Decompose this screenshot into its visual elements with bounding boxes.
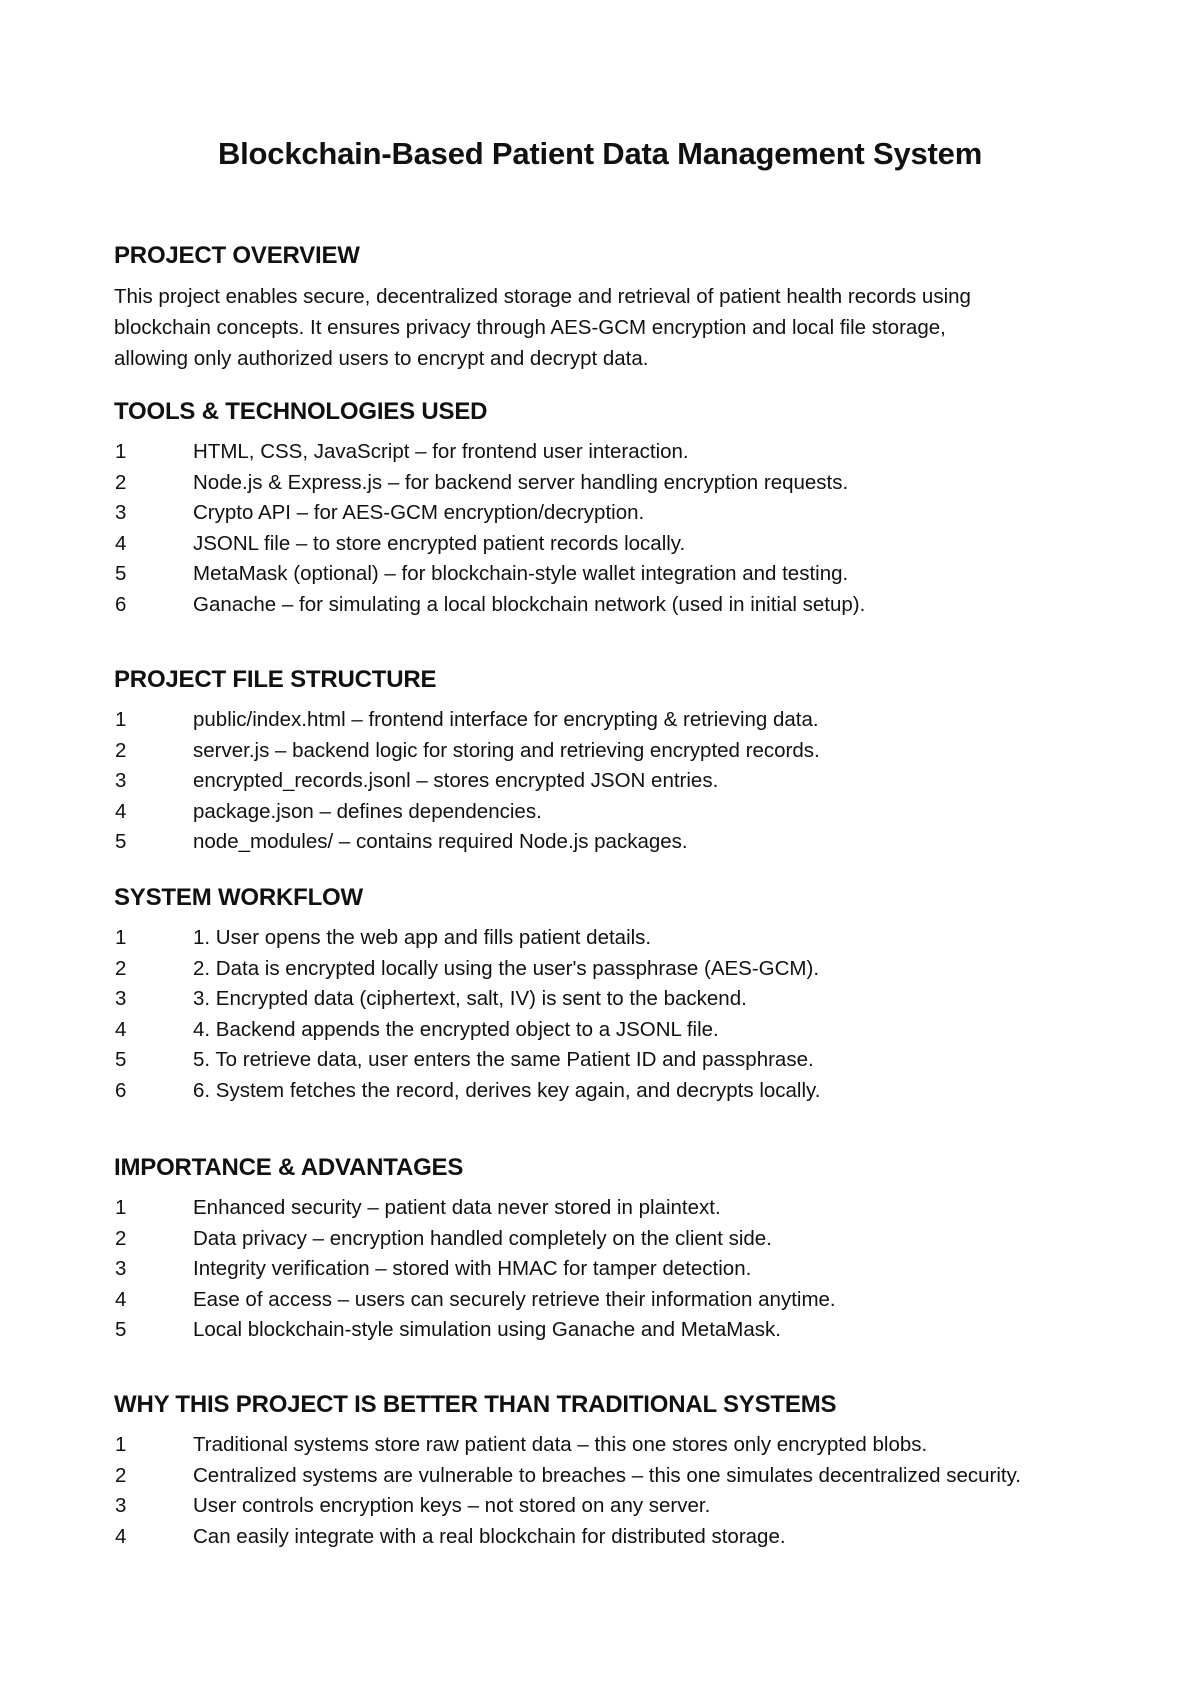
item-text: 1. User opens the web app and fills patient details. [193,926,652,949]
section-project-file-structure [114,665,1114,858]
section-heading: WHY THIS PROJECT IS BETTER THAN TRADITIONAL SYSTEMS [114,1391,837,1418]
item-number: 3 [115,501,127,524]
item-text: Node.js & Express.js – for backend server handling encryption requests. [193,470,849,494]
comparison-list [114,1430,1114,1552]
item-text: Crypto API – for AES-GCM encryption/decryption. [193,501,645,524]
list-item [114,437,1114,468]
section-why-better [114,1390,1114,1552]
item-number: 2 [115,470,127,494]
list-item [114,766,1114,797]
item-number: 1 [115,440,127,463]
list-item [114,923,1114,954]
item-number: 5 [115,1318,127,1341]
section-heading: PROJECT OVERVIEW [114,242,360,269]
workflow-list [114,923,1114,1106]
list-item [114,468,1114,499]
item-text: 3. Encrypted data (ciphertext, salt, IV) is sent to the backend. [193,987,747,1010]
list-item [114,1254,1114,1285]
item-text: Can easily integrate with a real blockchain for distributed storage. [193,1524,786,1548]
list-item [114,590,1114,621]
list-item [114,1430,1114,1461]
paragraph-line: This project enables secure, decentralized storage and retrieval of patient health records using [114,285,971,308]
item-text: 4. Backend appends the encrypted object to a JSONL file. [193,1017,719,1041]
overview-paragraph [114,281,1114,374]
section-system-workflow [114,883,1114,1106]
item-text: Integrity verification – stored with HMAC for tamper detection. [193,1257,752,1280]
item-number: 4 [115,799,127,823]
list-item [114,1491,1114,1522]
item-number: 1 [115,1196,127,1219]
item-number: 4 [115,1287,127,1311]
item-text: 6. System fetches the record, derives key again, and decrypts locally. [193,1078,821,1102]
item-number: 2 [115,738,127,762]
item-text: Local blockchain-style simulation using Ganache and MetaMask. [193,1318,781,1341]
list-item [114,1193,1114,1224]
item-number: 2 [115,956,127,980]
list-item [114,498,1114,529]
section-heading: SYSTEM WORKFLOW [114,884,363,911]
item-text: node_modules/ – contains required Node.js packages. [193,830,688,853]
item-text: MetaMask (optional) – for blockchain-style wallet integration and testing. [193,562,849,585]
item-text: package.json – defines dependencies. [193,799,542,823]
item-text: Data privacy – encryption handled completely on the client side. [193,1226,772,1250]
item-number: 5 [115,830,127,853]
item-text: encrypted_records.jsonl – stores encrypted JSON entries. [193,769,719,792]
list-item [114,1015,1114,1046]
paragraph-line: allowing only authorized users to encrypt and decrypt data. [114,347,649,370]
item-number: 6 [115,1078,127,1102]
document-title: Blockchain-Based Patient Data Management System [217,136,983,171]
list-item [114,736,1114,767]
item-text: JSONL file – to store encrypted patient records locally. [193,531,686,555]
list-item [114,1045,1114,1076]
list-item [114,1522,1114,1553]
list-item [114,1461,1114,1492]
list-item [114,984,1114,1015]
item-number: 4 [115,531,127,555]
item-number: 5 [115,1048,127,1071]
item-text: public/index.html – frontend interface for encrypting & retrieving data. [193,708,819,731]
list-item [114,827,1114,858]
advantages-list [114,1193,1114,1346]
item-number: 4 [115,1524,127,1548]
item-number: 3 [115,1257,127,1280]
item-number: 3 [115,769,127,792]
item-number: 6 [115,592,127,616]
item-text: 5. To retrieve data, user enters the same Patient ID and passphrase. [193,1048,814,1071]
list-item [114,1076,1114,1107]
item-text: Enhanced security – patient data never stored in plaintext. [193,1196,721,1219]
list-item [114,559,1114,590]
item-text: User controls encryption keys – not stored on any server. [193,1494,711,1517]
item-text: 2. Data is encrypted locally using the user's passphrase (AES-GCM). [193,956,820,980]
item-number: 1 [115,1433,127,1456]
list-item [114,529,1114,560]
section-project-overview [114,241,1114,374]
list-item [114,1224,1114,1255]
list-item [114,1315,1114,1346]
item-number: 3 [115,1494,127,1517]
item-number: 4 [115,1017,127,1041]
item-number: 3 [115,987,127,1010]
list-item [114,705,1114,736]
list-item [114,954,1114,985]
file-structure-list [114,705,1114,858]
section-heading: TOOLS & TECHNOLOGIES USED [114,398,488,425]
list-item [114,797,1114,828]
item-number: 2 [115,1226,127,1250]
section-heading: PROJECT FILE STRUCTURE [114,666,437,693]
item-number: 1 [115,708,127,731]
item-text: Ganache – for simulating a local blockchain network (used in initial setup). [193,592,866,616]
item-text: HTML, CSS, JavaScript – for frontend user interaction. [193,440,689,463]
item-text: Traditional systems store raw patient data – this one stores only encrypted blobs. [193,1433,928,1456]
item-number: 1 [115,926,127,949]
section-importance-advantages [114,1153,1114,1346]
item-text: Ease of access – users can securely retrieve their information anytime. [193,1287,836,1311]
tools-list [114,437,1114,620]
item-text: server.js – backend logic for storing and retrieving encrypted records. [193,738,820,762]
paragraph-line: blockchain concepts. It ensures privacy through AES-GCM encryption and local file storage, [114,316,946,339]
item-number: 5 [115,562,127,585]
item-number: 2 [115,1463,127,1487]
section-tools-technologies [114,397,1114,620]
item-text: Centralized systems are vulnerable to breaches – this one simulates decentralized security. [193,1463,1021,1487]
list-item [114,1285,1114,1316]
section-heading: IMPORTANCE & ADVANTAGES [114,1154,464,1181]
